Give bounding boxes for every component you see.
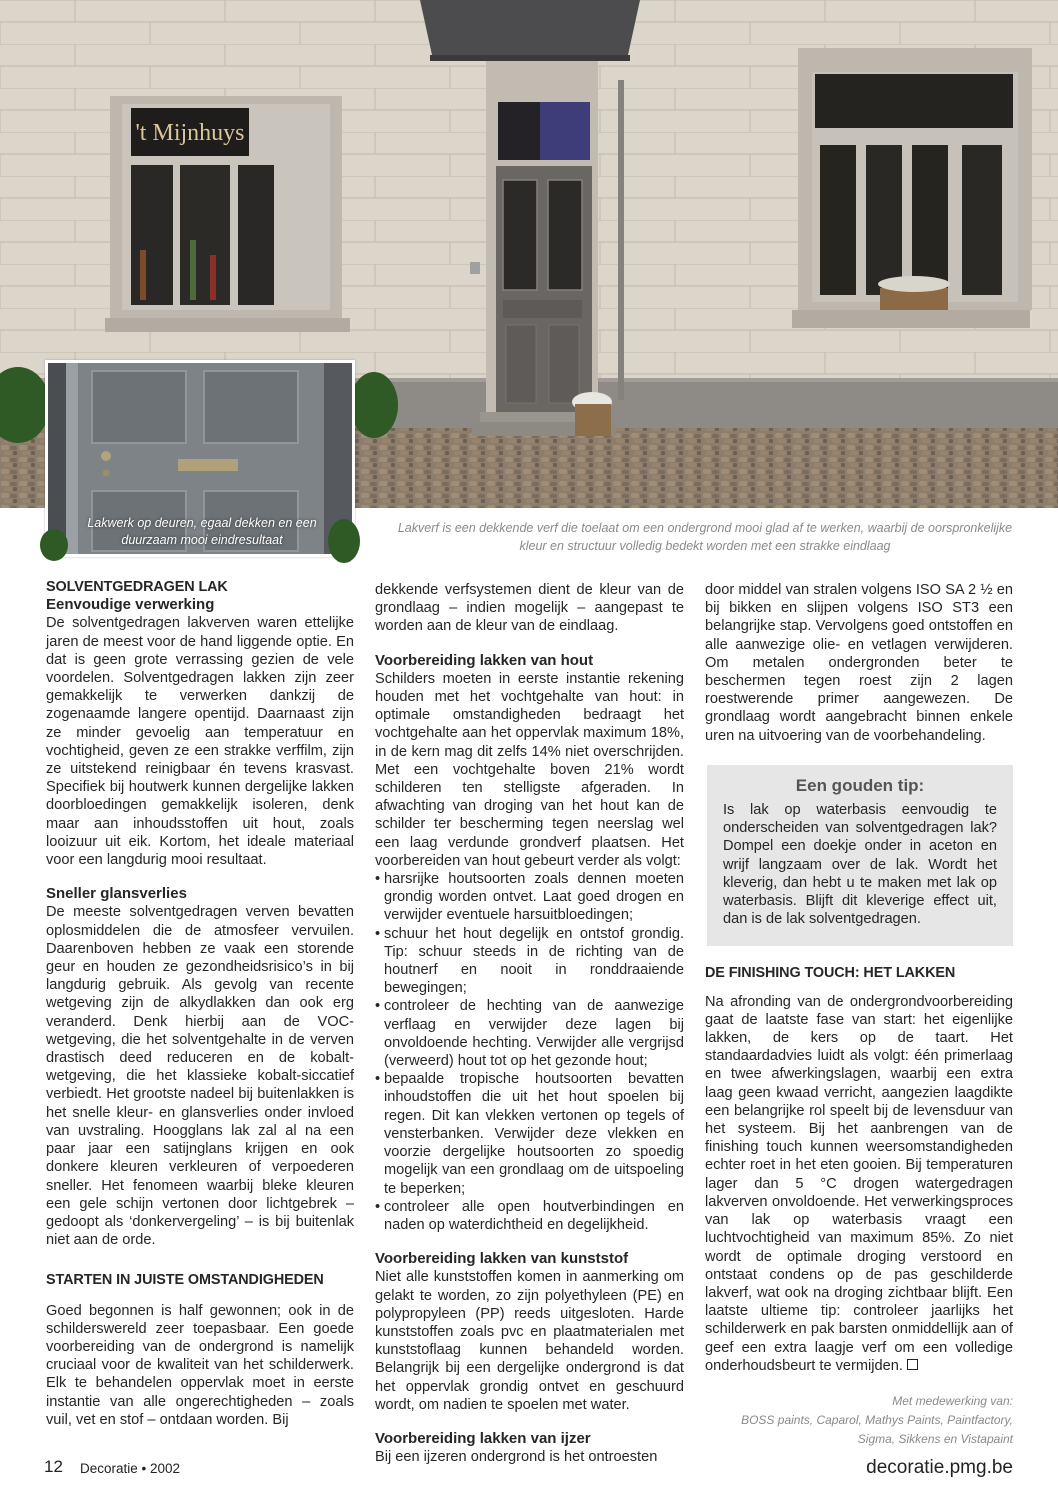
paragraph: Bij een ijzeren ondergrond is het ontroesten — [375, 1449, 658, 1466]
heading-starten: STARTEN IN JUISTE OMSTANDIGHEDEN — [46, 1272, 324, 1289]
tip-text: Is lak op waterbasis eenvoudig te onderscheiden van solventgedragen lak? Dompel een doekje onder in aceton en wrijf langzaam over de lak. Wordt het kleverig, dan hebt u te maken met lak op waterbasis. Blijft dit kleverige effect uit, dan is de lak solventgedragen. — [723, 802, 997, 928]
end-mark-icon — [907, 1359, 918, 1370]
paragraph: door middel van stralen volgens ISO SA 2 ½ en bij bikken en slijpen volgens ISO ST3 een belangrijke stap. Vervolgens goed ontstoffen en alle aanwezige olie- en vetlagen verwijderen. Om metalen ondergronden beter te beschermen tegen roest zijn 2 lagen roestwerende primer aangewezen. De grondlaag wordt aangebracht binnen enkele uren na uitvoering van de voorbehandeling. — [705, 582, 1013, 744]
website-link[interactable]: decoratie.pmg.be — [866, 1457, 1013, 1478]
list-item: • controleer alle open houtverbindingen en naden op waterdichtheid en degelijkheid. — [375, 1198, 684, 1234]
page-number: 12 — [44, 1457, 63, 1476]
acknowledgement — [705, 1392, 1013, 1449]
paragraph: De solventgedragen lakverven waren ettelijke jaren de meest voor de hand liggende optie. En dat is geen grote verrassing gezien de vele voordelen. Solventgedragen lakken zijn zeer gemakkelijk te verwerken dankzij de zogenaamde langere opentijd. Daarnaast zijn ze minder gevoelig aan temperatuur en vochtigheid, geven ze een strakke verffilm, zijn ze uitstekend reinigbaar én tevens krasvast. Specifiek bij houtwerk kunnen dergelijke lakken doorbloedingen gemakkelijk isoleren, denk maar aan inhoudsstoffen uit hout, zoals looizuur uit eik. Kortom, het ideale materiaal voor een langdurig mooi resultaat. — [46, 615, 354, 869]
subheading-eenvoudige-verwerking: Eenvoudige verwerking — [46, 596, 215, 614]
paragraph: Schilders moeten in eerste instantie rekening houden met het vochtgehalte van hout: in optimale omstandigheden bedraagt het vochtgehalte aan het oppervlak maximum 18%, in de kern mag dit zelfs 14% niet overschrijden. Met een vochtgehalte boven 21% wordt schilderen ten stelligste afgeraden. In afwachting van droging van het hout kan de schilder ter bescherming tegen neerslag wel een laag verdunde grondverf plaatsen. Het voorbereiden van hout gebeurt verder als volgt: — [375, 670, 684, 869]
inset-photo — [45, 360, 355, 557]
right-window — [792, 48, 1032, 328]
ack-line: BOSS paints, Caparol, Mathys Paints, Paintfactory, — [741, 1413, 1013, 1427]
tip-title: Een gouden tip: — [795, 775, 925, 795]
ack-line: Met medewerking van: — [892, 1394, 1013, 1408]
heading-finishing-touch: DE FINISHING TOUCH: HET LAKKEN — [705, 965, 956, 982]
heading-solventgedragen: SOLVENTGEDRAGEN LAK — [46, 579, 228, 595]
subheading-ijzer: Voorbereiding lakken van ijzer — [375, 1429, 591, 1447]
paragraph: dekkende verfsystemen dient de kleur van de grondlaag – indien mogelijk – aangepast te worden aan de kleur van de eindlaag. — [375, 582, 684, 635]
window-sign-text: 't Mijnhuys — [135, 120, 245, 146]
list-item: • harsrijke houtsoorten zoals dennen moeten grondig worden ontvet. Laat goed drogen en verwijder eventuele harsuitbloedingen; — [375, 870, 684, 925]
subheading-hout: Voorbereiding lakken van hout — [375, 651, 594, 669]
paragraph: Goed begonnen is half gewonnen; ook in de schilderswereld zeer toepasbaar. Een goede voorbereiding van de ondergrond is namelijk cruciaal voor de kwaliteit van het schilderwerk. Elk te behandelen oppervlak moet in eerste instantie van alle ongerechtigheden – zoals vuil, vet en stof – ontdaan worden. Bij — [46, 1302, 354, 1428]
subheading-kunststof: Voorbereiding lakken van kunststof — [375, 1250, 629, 1268]
list-item: • schuur het hout degelijk en ontstof grondig. Tip: schuur steeds in de richting van de houtnerf en nooit in ronddraaiende bewegingen; — [375, 925, 684, 998]
column-3 — [705, 581, 1013, 1375]
paragraph: De meeste solventgedragen verven bevatten oplosmiddelen die de atmosfeer vervuilen. Daarenboven hebben ze vaak een storende geur en houden ze gezondheidsrisico’s in bij langdurig gebruik. Als gevolg van recente wetgeving zijn de alkydlakken dan ook erg veranderd. Denk hierbij aan de VOC-wetgeving, die het solventgehalte in de verven drastisch deed reduceren en de kobalt-wetgeving, die het klassieke kobalt-siccatief verbiedt. Het grootste nadeel bij buitenlakken is het snelle kleur- en glansverlies onder invloed van uvstraling. Hoogglans lak zal al na een paar jaar een satijnglans krijgen en ook donkere kleuren verkleuren of verpoederen sneller. Het fenomeen waarbij bleke kleuren een gele schijn vertonen door lichtgebrek – gedoopt als ‘donkervergeling’ – is bij buitenlak niet aan de orde. — [46, 904, 354, 1249]
magazine-name: Decoratie • 2002 — [80, 1461, 181, 1476]
column-1 — [46, 578, 354, 1429]
hero-caption: Lakverf is een dekkende verf die toelaat om een ondergrond mooi glad af te werken, waarbij de oorspronkelijke kleur en structuur volledig bedekt worden met een strakke eindlaag — [397, 521, 1013, 553]
ack-line: Sigma, Sikkens en Vistapaint — [857, 1432, 1013, 1446]
column-2 — [375, 581, 684, 1466]
inset-caption: Lakwerk op deuren, egaal dekken en een duurzaam mooi eindresultaat — [87, 516, 317, 547]
list-item: • bepaalde tropische houtsoorten bevatten inhoudstoffen die uit het hout spoelen bij regen. Dit kan vlekken vertonen op tegels of vensterbanken. Verwijder deze vlekken en voorzie dergelijke houtsoorten zo spoedig mogelijk van een grondlaag om de uitspoeling te beperken; — [375, 1070, 684, 1197]
paragraph-text: Na afronding van de ondergrondvoorbereiding gaat de laatste fase van start: het eigenlijke lakken, de kers op de taart. Het standaardadvies luidt als volgt: één primerlaag en twee afwerkingslagen, waarbij een extra laag geen kwaad verricht, aangezien laagdikte een belangrijke rol speelt bij de levensduur van het systeem. Bij het aanbrengen van de finishing touch kunnen weersomstandigheden echter roet in het eten gooien. Bij temperaturen lager dan 5 °C drogen watergedragen lakverven onvoldoende. Het verwerkingsproces van lak op waterbasis vraagt een luchtvochtigheid van maximum 85%. Zo niet wordt de optimale droging verstoord en ontstaat condens op de pas geschilderde lakverf, wat ook na droging zichtbaar blijft. Een laatste ultieme tip: controleer jaarlijks het schilderwerk en pak barsten onmiddellijk aan of geef een extra laagje verf om een volledige onderhoudsbeurt te vermijden. — [705, 993, 1013, 1374]
paragraph — [705, 993, 1013, 1375]
left-window — [105, 96, 350, 332]
subheading-sneller-glansverlies: Sneller glansverlies — [46, 885, 187, 903]
tip-box — [707, 765, 1013, 947]
list-item: • controleer de hechting van de aanwezige verflaag en verwijder deze lagen bij onvoldoende hechting. Verwijder alle vergrijsd (verweerd) hout tot op het gezonde hout; — [375, 997, 684, 1070]
paragraph: Niet alle kunststoffen komen in aanmerking om gelakt te worden, zo zijn polyethyleen (PE) en polypropyleen (PP) reeds uitgesloten. Harde kunststoffen zoals pvc en plaatmaterialen met kunststoflaag kunnen behandeld worden. Belangrijk bij een dergelijke ondergrond is dat het oppervlak grondig ontvet en geschuurd wordt, om nadien te spoelen met water. — [375, 1269, 684, 1413]
